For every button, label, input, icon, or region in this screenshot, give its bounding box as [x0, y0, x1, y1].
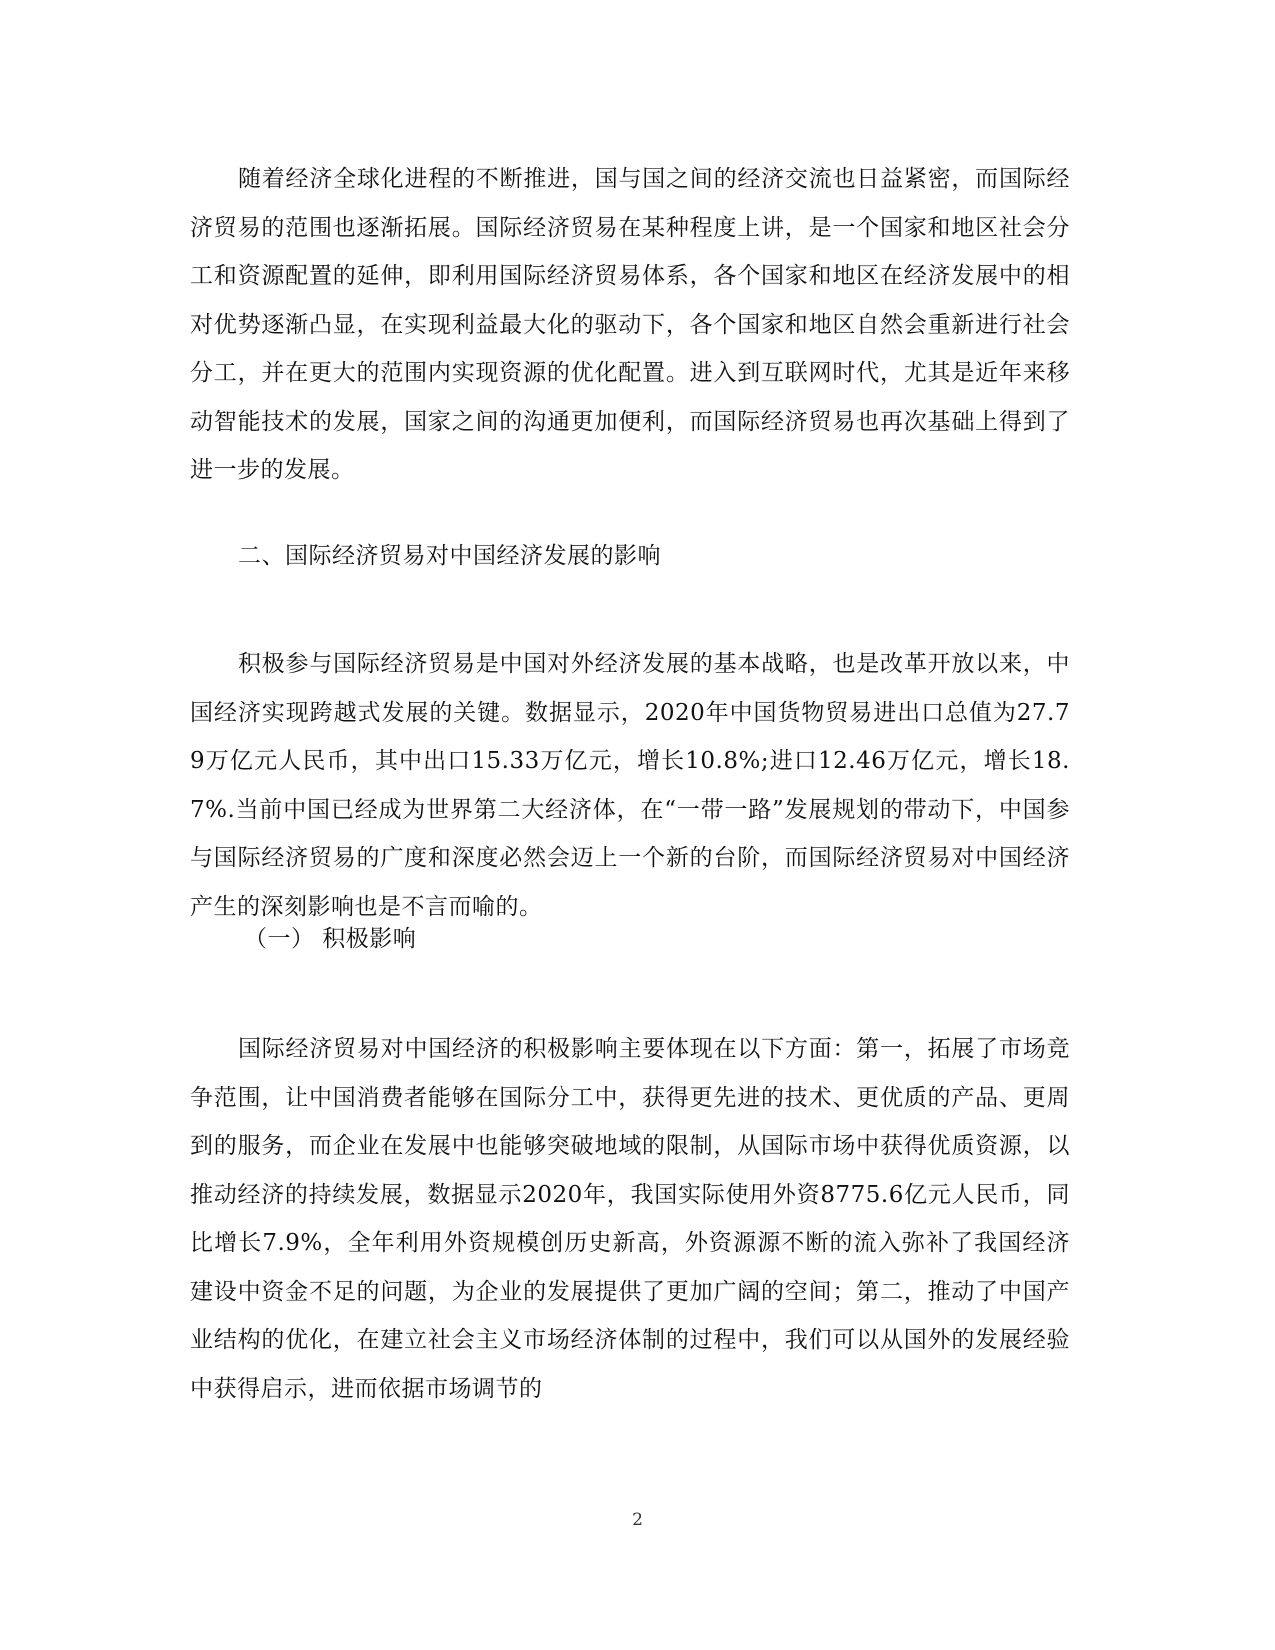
- body-paragraph-globalization: 随着经济全球化进程的不断推进，国与国之间的经济交流也日益紧密，而国际经济贸易的范围也逐渐拓展。国际经济贸易在某种程度上讲，是一个国家和地区社会分工和资源配置的延伸，即利用国际经济贸易体系，各个国家和地区在经济发展中的相对优势逐渐凸显，在实现利益最大化的驱动下，各个国家和地区自然会重新进行社会分工，并在更大的范围内实现资源的优化配置。进入到互联网时代，尤其是近年来移动智能技术的发展，国家之间的沟通更加便利，而国际经济贸易也再次基础上得到了进一步的发展。: [190, 166, 1070, 483]
- body-paragraph-positive-impact: 国际经济贸易对中国经济的积极影响主要体现在以下方面：第一，拓展了市场竞争范围，让中国消费者能够在国际分工中，获得更先进的技术、更优质的产品、更周到的服务，而企业在发展中也能够突破地域的限制，从国际市场中获得优质资源，以推动经济的持续发展，数据显示2020年，我国实际使用外资8775.6亿元人民币，同比增长7.9%，全年利用外资规模创历史新高，外资源源不断的流入弥补了我国经济建设中资金不足的问题，为企业的发展提供了更加广阔的空间；第二，推动了中国产业结构的优化，在建立社会主义市场经济体制的过程中，我们可以从国外的发展经验中获得启示，进而依据市场调节的: [190, 1036, 1070, 1402]
- body-paragraph-trade-strategy: 积极参与国际经济贸易是中国对外经济发展的基本战略，也是改革开放以来，中国经济实现跨越式发展的关键。数据显示，2020年中国货物贸易进出口总值为27.79万亿元人民币，其中出口15.33万亿元，增长10.8%;进口12.46万亿元，增长18.7%.当前中国已经成为世界第二大经济体，在“一带一路”发展规划的带动下，中国参与国际经济贸易的广度和深度必然会迈上一个新的台阶，而国际经济贸易对中国经济产生的深刻影响也是不言而喻的。: [190, 651, 1070, 920]
- section-heading: 二、国际经济贸易对中国经济发展的影响: [238, 543, 661, 569]
- subsection-heading: （一） 积极影响: [244, 926, 417, 952]
- page-number: 2: [632, 1510, 643, 1530]
